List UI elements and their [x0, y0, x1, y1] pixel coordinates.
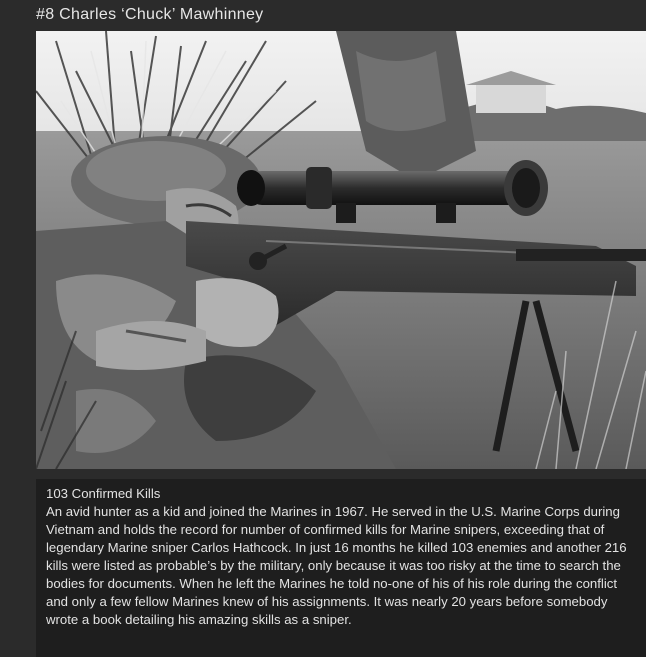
item-title: #8 Charles ‘Chuck’ Mawhinney — [36, 6, 264, 23]
caption-body: An avid hunter as a kid and joined the Marines in 1967. He served in the U.S. Marine Corps during Vietnam and holds the record for number of confirmed kills for Marine snipers, exceeding that of legendary Marine sniper Carlos Hathcock. In just 16 months he killed 103 enemies and another 216 kills were listed as probable’s by the military, only because it was too risky at the time to search the bodies for documents. When he left the Marines he told no-one of his of his role during the conflict and only a few fellow Marines knew of his assignments. It was nearly 20 years before somebody wrote a book detailing his amazing skills as a sniper. — [46, 504, 627, 627]
caption-heading: 103 Confirmed Kills — [46, 486, 161, 501]
sniper-photo — [36, 31, 646, 469]
sniper-photo-illustration — [36, 31, 646, 469]
caption-box — [36, 479, 646, 657]
